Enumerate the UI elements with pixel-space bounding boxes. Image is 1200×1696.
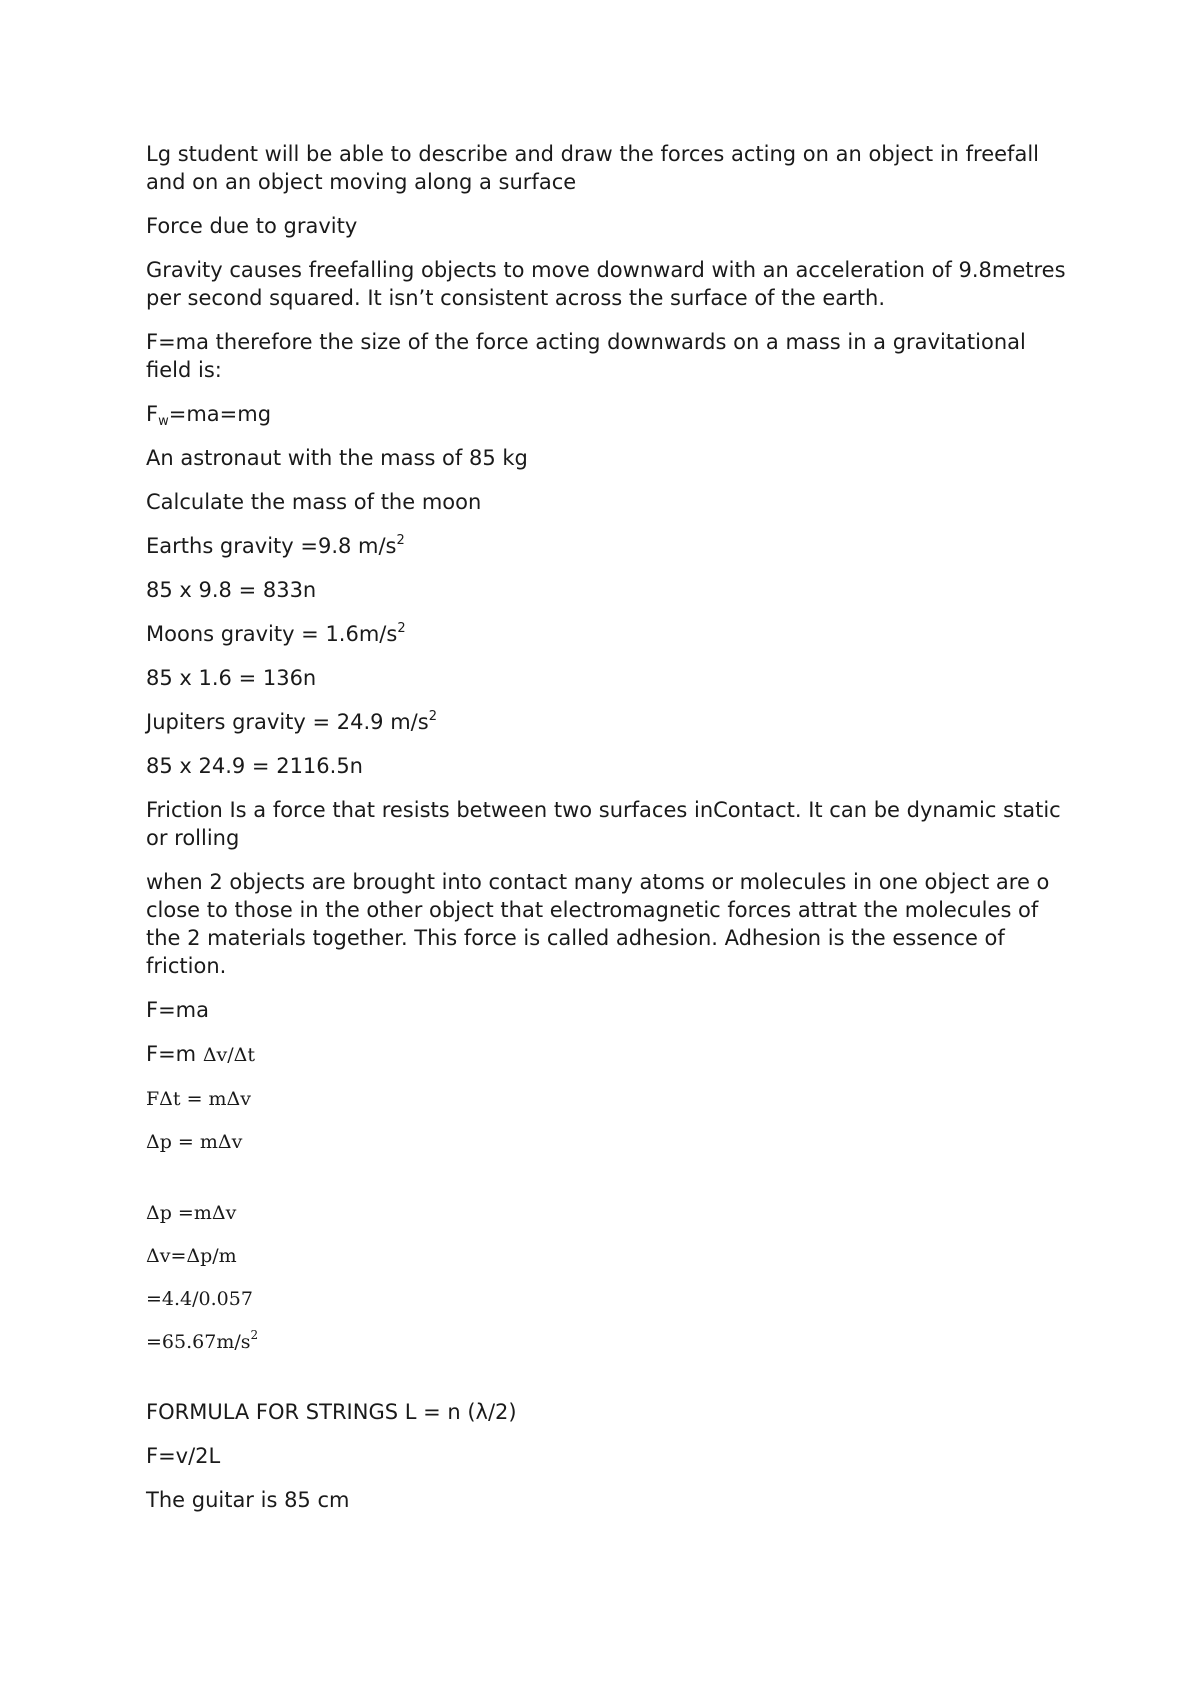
velocity-change-result-exponent: 2	[250, 1328, 259, 1342]
strings-formula: FORMULA FOR STRINGS L = n (λ/2)	[146, 1400, 517, 1424]
weight-formula-base: F	[146, 402, 159, 426]
guitar-length: The guitar is 85 cm	[146, 1488, 350, 1512]
adhesion-explanation: when 2 objects are brought into contact many atoms or molecules in one object are o close to those in the other object that electromagnetic forces attrat the molecules of the 2 materials together. This force is called adhesion. Adhesion is the essence of friction.	[146, 870, 1050, 978]
calculate-prompt: Calculate the mass of the moon	[146, 490, 482, 514]
blank-line-2	[146, 1371, 1066, 1398]
newton-second-law: F=ma	[146, 998, 209, 1022]
velocity-change-result	[146, 1328, 1066, 1356]
force-description: F=ma therefore the size of the force acting downwards on a mass in a gravitational field is:	[146, 330, 1026, 382]
earth-gravity	[146, 532, 1066, 560]
jupiter-gravity	[146, 708, 1066, 736]
force-rate-formula	[146, 1040, 1066, 1069]
friction-definition: Friction Is a force that resists between two surfaces inContact. It can be dynamic static or rolling	[146, 798, 1061, 850]
jupiter-weight-calc: 85 x 24.9 = 2116.5n	[146, 754, 363, 778]
astronaut-mass: An astronaut with the mass of 85 kg	[146, 446, 528, 470]
weight-formula-subscript: w	[158, 414, 169, 429]
earth-weight-calc: 85 x 9.8 = 833n	[146, 578, 317, 602]
moon-weight-calc: 85 x 1.6 = 136n	[146, 666, 317, 690]
velocity-change-substitution: =4.4/0.057	[146, 1288, 253, 1310]
moon-gravity	[146, 620, 1066, 648]
weight-formula	[146, 400, 1066, 428]
jupiter-gravity-text: Jupiters gravity = 24.9 m/s	[146, 710, 429, 734]
moon-gravity-exponent: 2	[397, 621, 406, 636]
learning-goal: Lg student will be able to describe and draw the forces acting on an object in freefall and on an object moving along a surface	[146, 142, 1039, 194]
earth-gravity-exponent: 2	[396, 533, 405, 548]
jupiter-gravity-exponent: 2	[428, 709, 437, 724]
momentum-change-formula: Δp = mΔv	[146, 1131, 243, 1153]
velocity-change-formula: Δv=Δp/m	[146, 1245, 237, 1267]
force-rate-lead: F=m	[146, 1042, 203, 1066]
section-heading-gravity: Force due to gravity	[146, 214, 358, 238]
blank-line	[146, 1171, 1066, 1199]
weight-formula-rest: =ma=mg	[168, 402, 272, 426]
frequency-formula: F=v/2L	[146, 1444, 221, 1468]
momentum-change-formula-2: Δp =mΔv	[146, 1202, 237, 1224]
moon-gravity-text: Moons gravity = 1.6m/s	[146, 622, 398, 646]
earth-gravity-text: Earths gravity =9.8 m/s	[146, 534, 397, 558]
document-body	[146, 140, 1066, 1530]
force-rate-fraction: Δv/Δt	[202, 1044, 256, 1066]
gravity-description: Gravity causes freefalling objects to move downward with an acceleration of 9.8metres per second squared. It isn’t consistent across the surface of the earth.	[146, 258, 1066, 310]
velocity-change-result-text: =65.67m/s	[146, 1331, 251, 1353]
impulse-formula: FΔt = mΔv	[146, 1088, 252, 1110]
